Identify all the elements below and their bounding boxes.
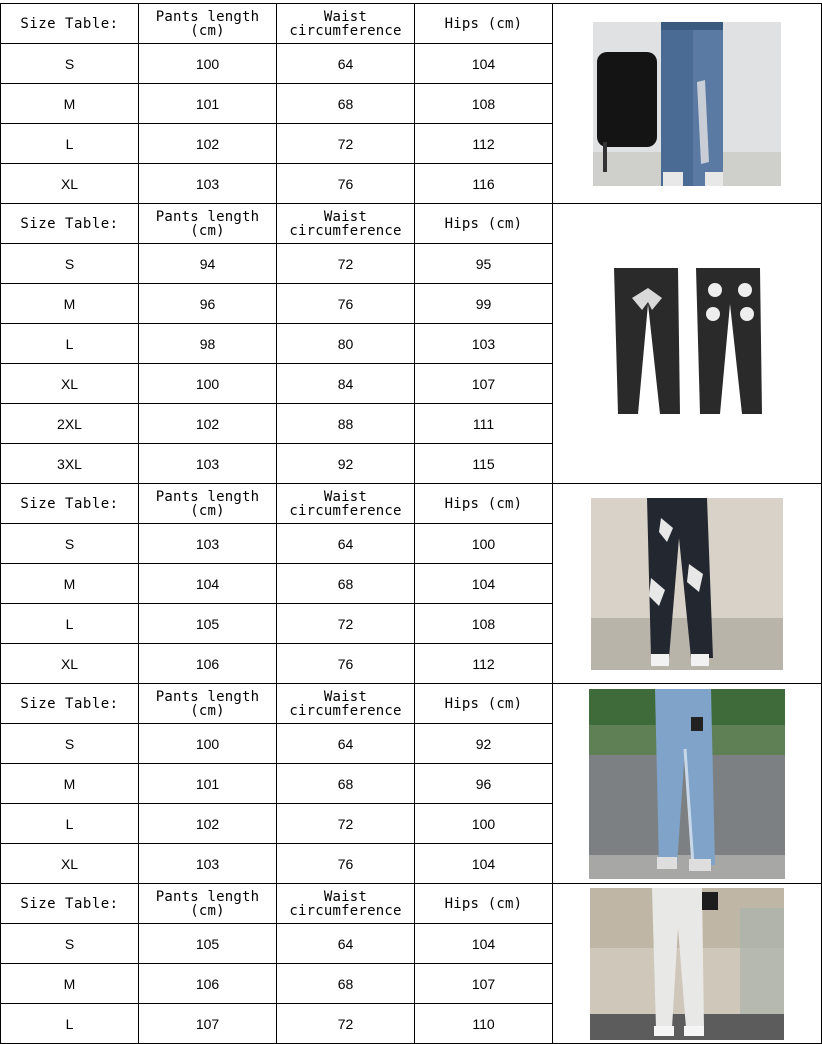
waist-cell: 76 [277, 164, 415, 204]
hips-cell: 111 [415, 404, 553, 444]
size-cell: M [1, 964, 139, 1004]
length-cell: 100 [139, 44, 277, 84]
waist-cell: 72 [277, 244, 415, 284]
hips-header: Hips (cm) [415, 484, 553, 524]
length-cell: 106 [139, 644, 277, 684]
hips-cell: 112 [415, 124, 553, 164]
length-cell: 105 [139, 604, 277, 644]
size-cell: XL [1, 364, 139, 404]
size-cell: S [1, 244, 139, 284]
waist-cell: 88 [277, 404, 415, 444]
size-cell: L [1, 804, 139, 844]
length-cell: 107 [139, 1004, 277, 1044]
size-table-label: Size Table: [1, 4, 139, 44]
jeans-photo-2 [602, 264, 772, 424]
hips-header: Hips (cm) [415, 884, 553, 924]
hips-cell: 95 [415, 244, 553, 284]
waist-cell: 84 [277, 364, 415, 404]
pants-length-header: Pants length (cm) [139, 684, 277, 724]
waist-header: Waist circumference [277, 4, 415, 44]
hips-cell: 96 [415, 764, 553, 804]
jeans-photo-5 [590, 888, 784, 1040]
length-cell: 104 [139, 564, 277, 604]
hips-cell: 108 [415, 84, 553, 124]
waist-cell: 92 [277, 444, 415, 484]
hips-cell: 92 [415, 724, 553, 764]
length-cell: 105 [139, 924, 277, 964]
header-row [1, 204, 822, 244]
hips-header: Hips (cm) [415, 204, 553, 244]
waist-cell: 64 [277, 44, 415, 84]
waist-header: Waist circumference [277, 684, 415, 724]
size-cell: XL [1, 164, 139, 204]
size-table-label: Size Table: [1, 204, 139, 244]
length-cell: 96 [139, 284, 277, 324]
hips-cell: 104 [415, 564, 553, 604]
size-cell: L [1, 124, 139, 164]
hips-cell: 107 [415, 364, 553, 404]
length-cell: 103 [139, 524, 277, 564]
size-cell: L [1, 324, 139, 364]
size-table-label: Size Table: [1, 684, 139, 724]
size-cell: M [1, 764, 139, 804]
size-table [0, 3, 822, 1044]
pants-length-header: Pants length (cm) [139, 484, 277, 524]
waist-cell: 72 [277, 604, 415, 644]
size-cell: M [1, 84, 139, 124]
product-photo-cell [553, 204, 822, 484]
product-photo-cell [553, 4, 822, 204]
length-cell: 94 [139, 244, 277, 284]
length-cell: 98 [139, 324, 277, 364]
length-cell: 100 [139, 364, 277, 404]
length-cell: 103 [139, 444, 277, 484]
hips-header: Hips (cm) [415, 4, 553, 44]
hips-header: Hips (cm) [415, 684, 553, 724]
size-cell: S [1, 924, 139, 964]
product-photo-cell [553, 484, 822, 684]
waist-header: Waist circumference [277, 204, 415, 244]
size-cell: 3XL [1, 444, 139, 484]
header-row [1, 884, 822, 924]
size-cell: XL [1, 644, 139, 684]
hips-cell: 108 [415, 604, 553, 644]
jeans-photo-1 [593, 22, 781, 186]
waist-cell: 72 [277, 804, 415, 844]
size-cell: L [1, 604, 139, 644]
length-cell: 101 [139, 84, 277, 124]
jeans-photo-3 [591, 498, 783, 670]
product-photo-cell [553, 884, 822, 1044]
length-cell: 101 [139, 764, 277, 804]
pants-length-header: Pants length (cm) [139, 204, 277, 244]
waist-cell: 76 [277, 284, 415, 324]
size-cell: S [1, 524, 139, 564]
length-cell: 102 [139, 124, 277, 164]
waist-header: Waist circumference [277, 484, 415, 524]
length-cell: 106 [139, 964, 277, 1004]
waist-cell: 80 [277, 324, 415, 364]
hips-cell: 107 [415, 964, 553, 1004]
hips-cell: 100 [415, 524, 553, 564]
hips-cell: 115 [415, 444, 553, 484]
waist-cell: 68 [277, 84, 415, 124]
hips-cell: 112 [415, 644, 553, 684]
size-table-label: Size Table: [1, 484, 139, 524]
hips-cell: 103 [415, 324, 553, 364]
hips-cell: 99 [415, 284, 553, 324]
size-cell: S [1, 44, 139, 84]
size-cell: 2XL [1, 404, 139, 444]
waist-cell: 72 [277, 124, 415, 164]
waist-cell: 76 [277, 644, 415, 684]
waist-cell: 72 [277, 1004, 415, 1044]
size-cell: S [1, 724, 139, 764]
length-cell: 100 [139, 724, 277, 764]
waist-header: Waist circumference [277, 884, 415, 924]
waist-cell: 76 [277, 844, 415, 884]
size-cell: M [1, 564, 139, 604]
length-cell: 102 [139, 804, 277, 844]
size-table-label: Size Table: [1, 884, 139, 924]
waist-cell: 68 [277, 964, 415, 1004]
hips-cell: 110 [415, 1004, 553, 1044]
size-cell: XL [1, 844, 139, 884]
length-cell: 103 [139, 164, 277, 204]
length-cell: 102 [139, 404, 277, 444]
hips-cell: 104 [415, 924, 553, 964]
hips-cell: 116 [415, 164, 553, 204]
waist-cell: 68 [277, 764, 415, 804]
size-cell: M [1, 284, 139, 324]
hips-cell: 104 [415, 44, 553, 84]
hips-cell: 100 [415, 804, 553, 844]
hips-cell: 104 [415, 844, 553, 884]
pants-length-header: Pants length (cm) [139, 884, 277, 924]
waist-cell: 64 [277, 724, 415, 764]
waist-cell: 68 [277, 564, 415, 604]
header-row [1, 4, 822, 44]
waist-cell: 64 [277, 524, 415, 564]
header-row [1, 684, 822, 724]
jeans-photo-4 [589, 689, 785, 879]
size-cell: L [1, 1004, 139, 1044]
header-row [1, 484, 822, 524]
product-photo-cell [553, 684, 822, 884]
waist-cell: 64 [277, 924, 415, 964]
pants-length-header: Pants length (cm) [139, 4, 277, 44]
length-cell: 103 [139, 844, 277, 884]
